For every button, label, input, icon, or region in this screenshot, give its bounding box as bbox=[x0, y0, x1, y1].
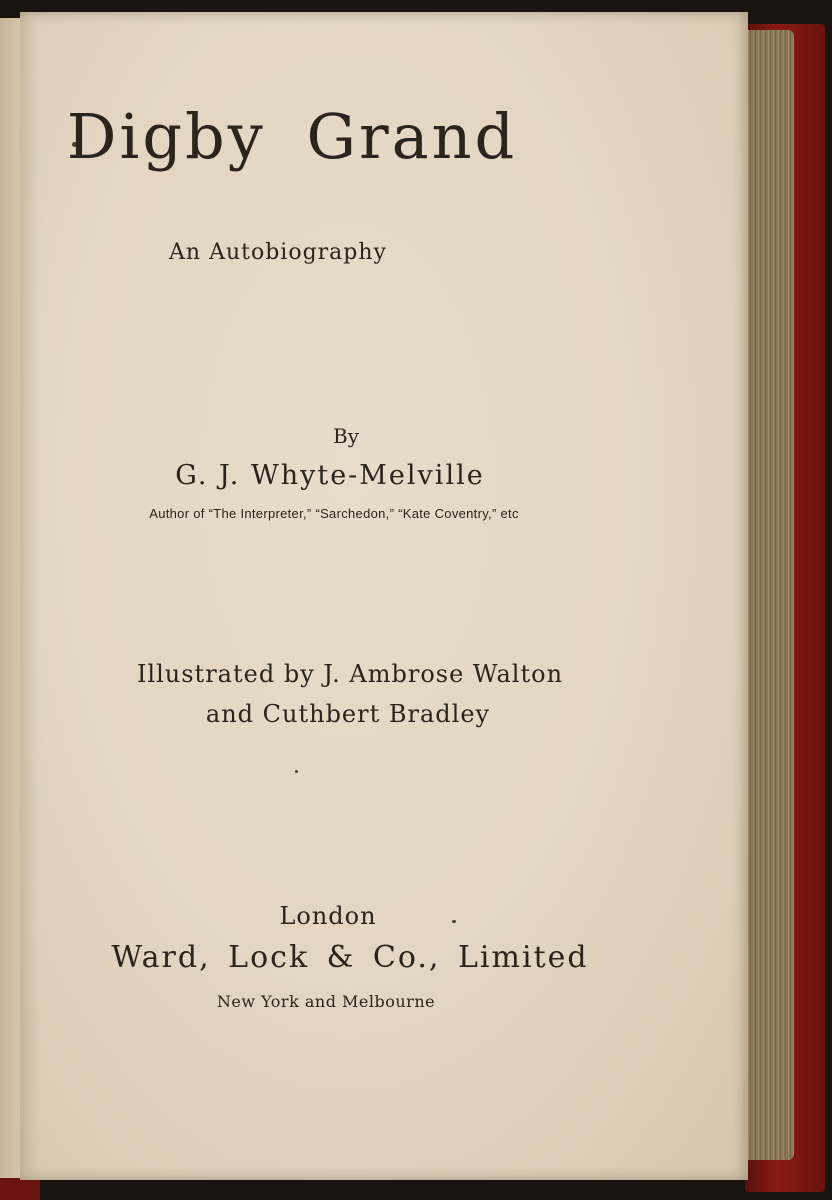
author-name: G. J. Whyte-Melville bbox=[175, 460, 485, 491]
illustrators-line-1: Illustrated by J. Ambrose Walton bbox=[136, 660, 564, 688]
illustrators-line-2: and Cuthbert Bradley bbox=[205, 700, 491, 728]
ink-speck bbox=[295, 770, 298, 773]
publication-city: London bbox=[279, 902, 377, 930]
title-page bbox=[20, 12, 748, 1180]
publisher-locations: New York and Melbourne bbox=[216, 992, 436, 1011]
book-title: Digby Grand bbox=[66, 100, 518, 173]
author-works: Author of “The Interpreter,” “Sarchedon,” “Kate Coventry,” etc bbox=[149, 506, 519, 521]
by-line: By bbox=[333, 424, 359, 448]
book-subtitle: An Autobiography bbox=[169, 240, 387, 265]
gilt-page-edges bbox=[742, 30, 794, 1160]
publisher-name: Ward, Lock & Co., Limited bbox=[111, 940, 589, 975]
